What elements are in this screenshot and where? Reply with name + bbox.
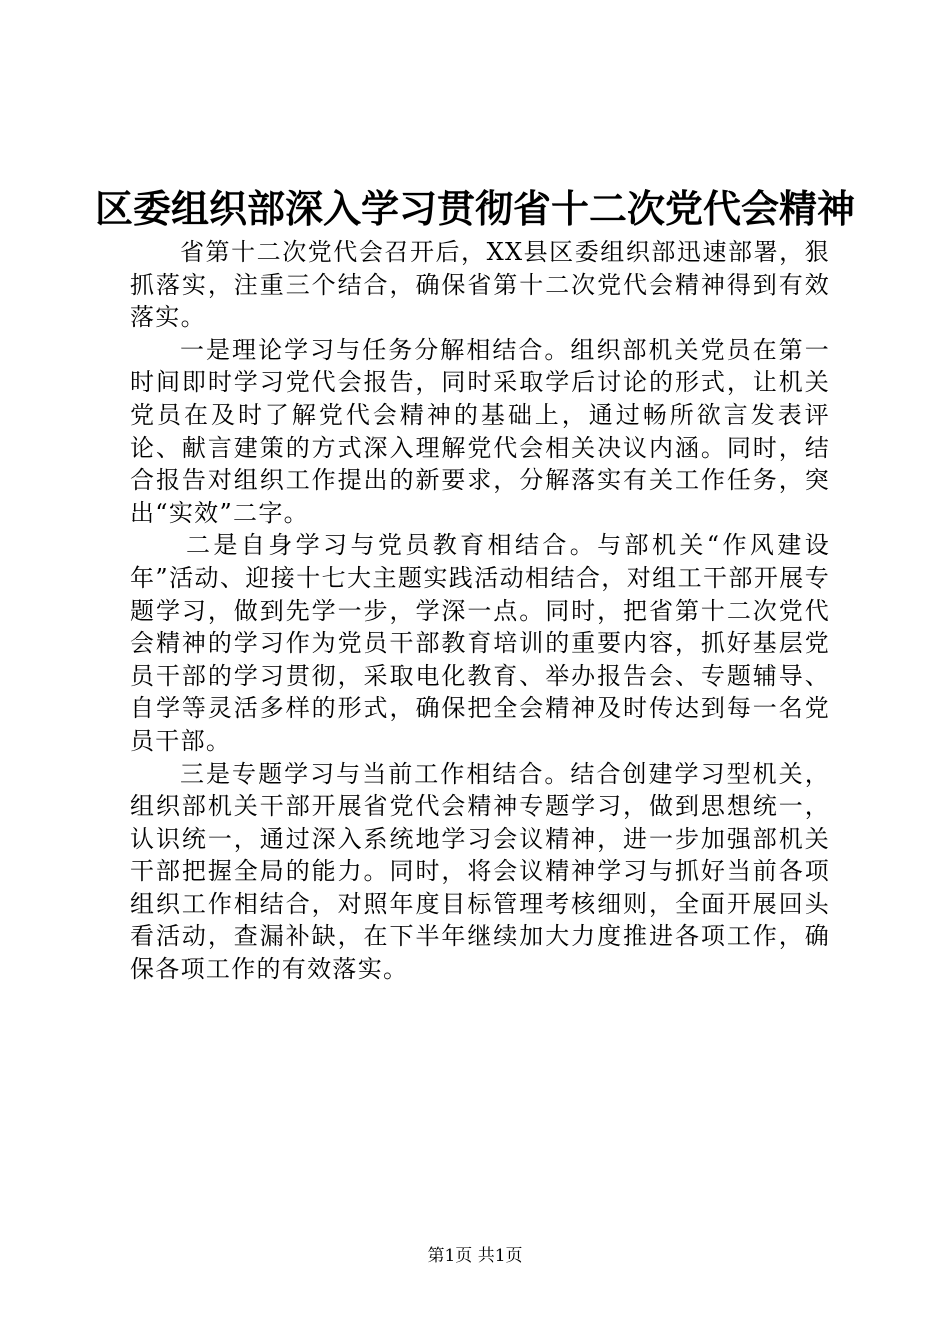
paragraph-first-point: 一是理论学习与任务分解相结合。组织部机关党员在第一时间即时学习党代会报告，同时采取学后讨论的形式，让机关党员在及时了解党代会精神的基础上，通过畅所欲言发表评论、献言建策的方式深入理解党代会相关决议内涵。同时，结合报告对组织工作提出的新要求，分解落实有关工作任务，突出“实效”二字。	[130, 335, 830, 527]
paragraph-intro: 省第十二次党代会召开后，XX县区委组织部迅速部署，狠抓落实，注重三个结合，确保省第十二次党代会精神得到有效落实。	[130, 238, 830, 332]
paragraph-second-point: 二是自身学习与党员教育相结合。与部机关“作风建设年”活动、迎接十七大主题实践活动相结合，对组工干部开展专题学习，做到先学一步，学深一点。同时，把省第十二次党代会精神的学习作为党员干部教育培训的重要内容，抓好基层党员干部的学习贯彻，采取电化教育、举办报告会、专题辅导、自学等灵活多样的形式，确保把全会精神及时传达到每一名党员干部。	[130, 531, 830, 755]
page-number-footer: 第1页 共1页	[427, 1246, 523, 1266]
document-title: 区委组织部深入学习贯彻省十二次党代会精神	[94, 186, 855, 231]
document-body	[130, 236, 830, 986]
paragraph-third-point: 三是专题学习与当前工作相结合。结合创建学习型机关，组织部机关干部开展省党代会精神专题学习，做到思想统一，认识统一，通过深入系统地学习会议精神，进一步加强部机关干部把握全局的能力。同时，将会议精神学习与抓好当前各项组织工作相结合，对照年度目标管理考核细则，全面开展回头看活动，查漏补缺，在下半年继续加大力度推进各项工作，确保各项工作的有效落实。	[130, 759, 830, 984]
